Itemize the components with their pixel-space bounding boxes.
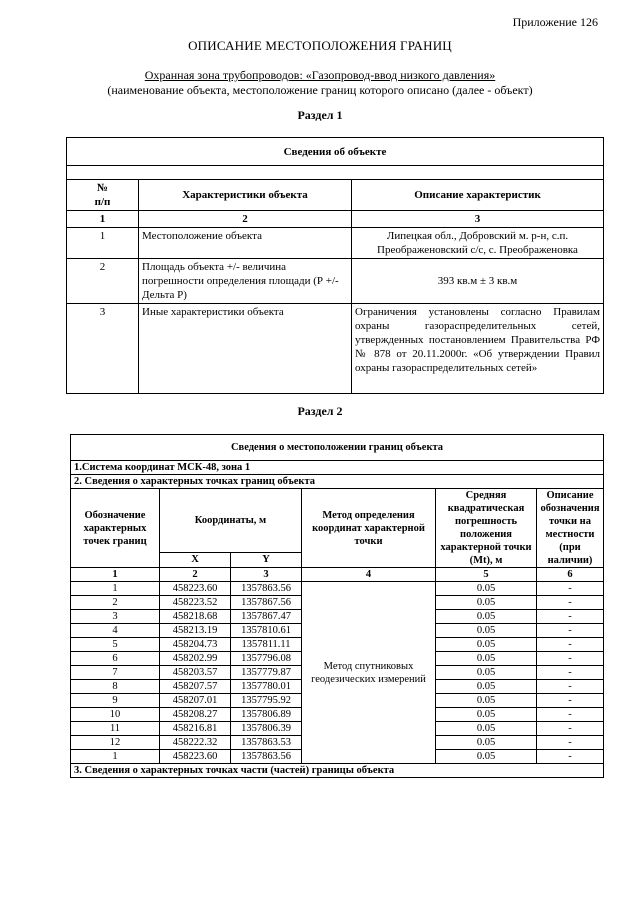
appendix-label: Приложение 126 [512, 15, 598, 29]
point-number: 1 [71, 750, 160, 764]
col-number: 3 [352, 211, 604, 228]
row-value: Ограничения установлены согласно Правилам охраны газораспределительных сетей, утвержденных постановлением Правительства РФ № 878 от 20.11.2000г. «Об утверждении Правил охраны газораспределительных сетей» [352, 304, 604, 394]
col-number: 1 [67, 211, 139, 228]
point-description: - [537, 582, 604, 596]
object-info-table [66, 137, 604, 394]
point-y: 1357806.39 [231, 722, 302, 736]
point-error: 0.05 [436, 750, 537, 764]
boundary-table [70, 434, 604, 778]
point-y: 1357806.89 [231, 708, 302, 722]
point-number: 2 [71, 596, 160, 610]
col-number: 5 [436, 568, 537, 582]
row-num: 1 [67, 228, 139, 259]
hdr-y: Y [231, 552, 302, 567]
point-number: 7 [71, 666, 160, 680]
table-row [67, 304, 604, 394]
point-y: 1357811.11 [231, 638, 302, 652]
point-y: 1357796.08 [231, 652, 302, 666]
point-description: - [537, 708, 604, 722]
hdr-x: X [160, 552, 231, 567]
page-title: ОПИСАНИЕ МЕСТОПОЛОЖЕНИЯ ГРАНИЦ [188, 38, 452, 53]
points-heading: 2. Сведения о характерных точках границ объекта [71, 475, 604, 489]
point-description: - [537, 680, 604, 694]
point-description: - [537, 694, 604, 708]
hdr-description: Описание обозначения точки на местности (при наличии) [537, 489, 604, 568]
point-error: 0.05 [436, 666, 537, 680]
col-number: 4 [302, 568, 436, 582]
point-y: 1357867.56 [231, 596, 302, 610]
point-error: 0.05 [436, 610, 537, 624]
point-description: - [537, 638, 604, 652]
point-description: - [537, 736, 604, 750]
point-y: 1357863.56 [231, 750, 302, 764]
point-x: 458202.99 [160, 652, 231, 666]
point-y: 1357780.01 [231, 680, 302, 694]
point-number: 3 [71, 610, 160, 624]
point-number: 9 [71, 694, 160, 708]
point-number: 6 [71, 652, 160, 666]
point-x: 458207.01 [160, 694, 231, 708]
section1-title: Раздел 1 [297, 108, 343, 122]
point-error: 0.05 [436, 638, 537, 652]
row-name: Площадь объекта +/- величина погрешности определения площади (Р +/- Дельта Р) [139, 259, 352, 304]
point-description: - [537, 624, 604, 638]
point-number: 12 [71, 736, 160, 750]
point-description: - [537, 652, 604, 666]
col-header-num: № п/п [67, 180, 139, 211]
col-number: 2 [160, 568, 231, 582]
object-info-title: Сведения об объекте [67, 138, 604, 166]
point-error: 0.05 [436, 624, 537, 638]
point-x: 458223.52 [160, 596, 231, 610]
point-x: 458203.57 [160, 666, 231, 680]
point-error: 0.05 [436, 596, 537, 610]
point-x: 458208.27 [160, 708, 231, 722]
point-error: 0.05 [436, 722, 537, 736]
col-number: 3 [231, 568, 302, 582]
point-x: 458216.81 [160, 722, 231, 736]
point-error: 0.05 [436, 736, 537, 750]
object-note: (наименование объекта, местоположение границ которого описано (далее - объект) [107, 83, 533, 97]
point-method: Метод спутниковых геодезических измерений [302, 582, 436, 764]
hdr-method: Метод определения координат характерной точки [302, 489, 436, 568]
point-error: 0.05 [436, 652, 537, 666]
point-description: - [537, 722, 604, 736]
col-number: 6 [537, 568, 604, 582]
point-number: 5 [71, 638, 160, 652]
point-error: 0.05 [436, 708, 537, 722]
col-number: 2 [139, 211, 352, 228]
point-number: 8 [71, 680, 160, 694]
table-row [67, 259, 604, 304]
point-x: 458204.73 [160, 638, 231, 652]
point-x: 458213.19 [160, 624, 231, 638]
section2-title: Раздел 2 [297, 404, 343, 418]
hdr-error: Средняя квадратическая погрешность положения характерной точки (Mt), м [436, 489, 537, 568]
point-x: 458223.60 [160, 582, 231, 596]
point-y: 1357863.56 [231, 582, 302, 596]
point-description: - [537, 596, 604, 610]
point-error: 0.05 [436, 680, 537, 694]
row-value: 393 кв.м ± 3 кв.м [352, 259, 604, 304]
point-error: 0.05 [436, 694, 537, 708]
row-name: Иные характеристики объекта [139, 304, 352, 394]
point-number: 10 [71, 708, 160, 722]
row-name: Местоположение объекта [139, 228, 352, 259]
point-description: - [537, 750, 604, 764]
col-header-characteristics: Характеристики объекта [139, 180, 352, 211]
parts-heading: 3. Сведения о характерных точках части (частей) границы объекта [71, 764, 604, 778]
point-x: 458207.57 [160, 680, 231, 694]
point-y: 1357863.53 [231, 736, 302, 750]
hdr-coords: Координаты, м [160, 489, 302, 553]
coordinate-system: 1.Система координат МСК-48, зона 1 [71, 461, 604, 475]
table-row [67, 228, 604, 259]
point-y: 1357795.92 [231, 694, 302, 708]
point-description: - [537, 666, 604, 680]
point-x: 458223.60 [160, 750, 231, 764]
point-y: 1357867.47 [231, 610, 302, 624]
point-number: 4 [71, 624, 160, 638]
row-value: Липецкая обл., Добровский м. р-н, с.п. Преображеновский с/с, с. Преображеновка [352, 228, 604, 259]
point-number: 1 [71, 582, 160, 596]
row-num: 2 [67, 259, 139, 304]
point-row [71, 582, 604, 596]
point-y: 1357779.87 [231, 666, 302, 680]
col-header-description: Описание характеристик [352, 180, 604, 211]
hdr-designation: Обозначение характерных точек границ [71, 489, 160, 568]
point-x: 458218.68 [160, 610, 231, 624]
object-name: Охранная зона трубопроводов: «Газопровод-ввод низкого давления» [144, 68, 496, 82]
point-number: 11 [71, 722, 160, 736]
point-x: 458222.32 [160, 736, 231, 750]
row-num: 3 [67, 304, 139, 394]
point-description: - [537, 610, 604, 624]
point-error: 0.05 [436, 582, 537, 596]
boundary-table-title: Сведения о местоположении границ объекта [71, 435, 604, 461]
col-number: 1 [71, 568, 160, 582]
spacer-row [67, 166, 604, 180]
point-y: 1357810.61 [231, 624, 302, 638]
